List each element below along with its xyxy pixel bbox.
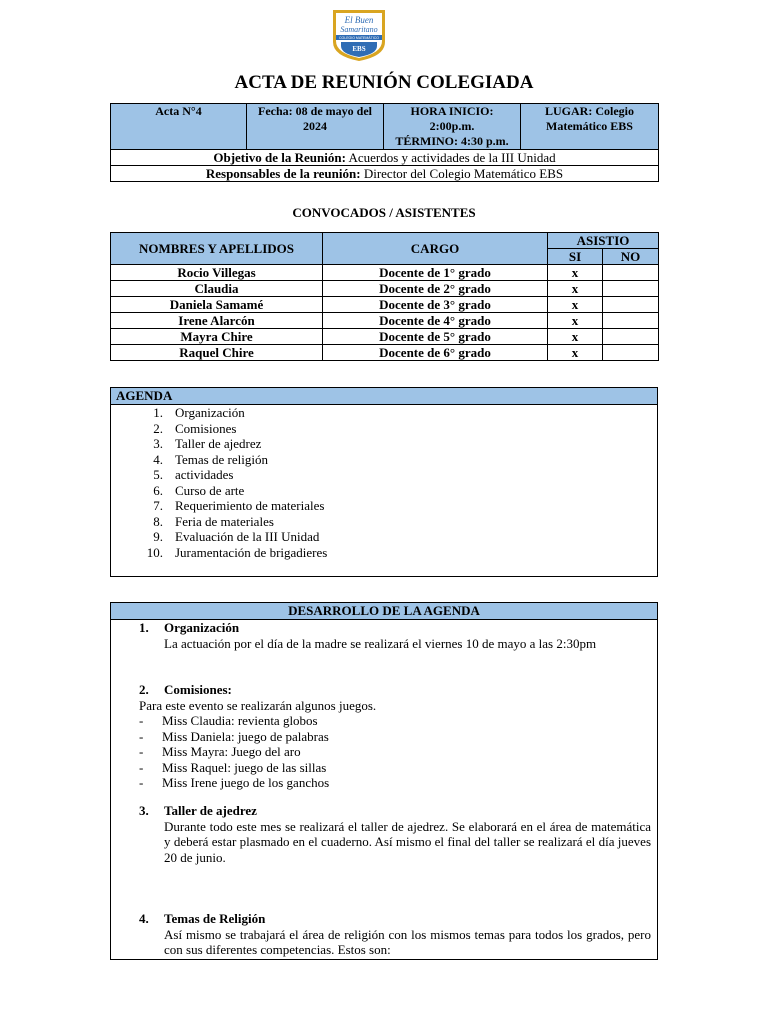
item-number: 4. <box>139 911 149 926</box>
agenda-item-text: Taller de ajedrez <box>175 436 262 451</box>
attendee-name: Mayra Chire <box>111 329 323 345</box>
agenda-item-number: 5. <box>153 467 163 482</box>
attendee-name: Claudia <box>111 281 323 297</box>
agenda-item-text: Juramentación de brigadieres <box>175 544 328 560</box>
agenda-item-text: Temas de religión <box>175 451 268 467</box>
col-header-cargo: CARGO <box>323 233 548 265</box>
agenda-item <box>139 452 327 468</box>
attendee-name: Daniela Samamé <box>111 297 323 313</box>
attendees-table <box>110 232 659 361</box>
game-assignment-text: Miss Mayra: Juego del aro <box>162 744 301 759</box>
logo-line2: Samaritano <box>340 25 378 34</box>
attendee-row <box>111 313 659 329</box>
attendee-name: Irene Alarcón <box>111 313 323 329</box>
game-assignment-text: Miss Raquel: juego de las sillas <box>162 759 327 775</box>
attended-yes: x <box>548 329 603 345</box>
game-assignment-text: Miss Irene juego de los ganchos <box>162 775 330 790</box>
game-assignment <box>139 713 329 729</box>
agenda-item-text: Evaluación de la III Unidad <box>175 529 320 544</box>
agenda-item <box>139 436 327 452</box>
attendees-title: CONVOCADOS / ASISTENTES <box>292 205 476 220</box>
agenda-item <box>139 498 327 514</box>
meeting-date: Fecha: 08 de mayo del 2024 <box>247 104 384 150</box>
responsible-label: Responsables de la reunión: <box>205 166 361 181</box>
item-text: Durante todo este mes se realizará el taller de ajedrez. Se elaborará en el área de matemática y deberá estar plasmado en el cuaderno. Así mismo el final del taller se realizará el día jueves 20 de junio. <box>164 818 651 865</box>
item-text: Así mismo se trabajará el área de religión con los mismos temas para todos los grados, pero con sus diferentes competencias. Estos son: <box>164 926 651 957</box>
desarrollo-section <box>110 602 658 960</box>
games-list <box>139 713 329 791</box>
attended-no <box>603 281 659 297</box>
agenda-item <box>139 467 327 483</box>
logo-initials: EBS <box>352 45 366 53</box>
agenda-item-text: Organización <box>175 405 245 420</box>
dash-marker: - <box>139 775 144 790</box>
agenda-item <box>139 421 327 437</box>
attended-no <box>603 329 659 345</box>
meeting-responsible <box>111 166 659 182</box>
col-header-no: NO <box>603 249 659 265</box>
meeting-objective <box>111 150 659 166</box>
agenda-item-number: 1. <box>153 405 163 420</box>
col-header-si: SI <box>548 249 603 265</box>
attendee-row <box>111 281 659 297</box>
desarrollo-title: DESARROLLO DE LA AGENDA <box>111 603 657 620</box>
item-heading: Organización <box>164 620 240 635</box>
agenda-item-number: 3. <box>153 436 163 451</box>
agenda-section <box>110 387 658 577</box>
game-assignment-text: Miss Claudia: revienta globos <box>162 713 318 728</box>
agenda-item-text: Requerimiento de materiales <box>175 498 325 513</box>
responsible-value: Director del Colegio Matemático EBS <box>360 166 564 181</box>
agenda-item-number: 8. <box>153 513 163 529</box>
attendee-cargo: Docente de 6° grado <box>323 345 548 361</box>
attendee-name: Rocio Villegas <box>111 265 323 281</box>
attendee-row <box>111 297 659 313</box>
agenda-item-number: 2. <box>153 420 163 436</box>
agenda-item-number: 7. <box>153 498 163 513</box>
agenda-item-number: 10. <box>146 544 163 560</box>
agenda-item-text: Curso de arte <box>175 482 245 498</box>
attendee-cargo: Docente de 1° grado <box>323 265 548 281</box>
item-heading: Taller de ajedrez <box>164 803 257 818</box>
agenda-item <box>139 405 327 421</box>
item-heading: Comisiones: <box>164 682 232 697</box>
item-number: 2. <box>139 682 149 697</box>
dash-marker: - <box>139 713 144 728</box>
acta-number: Acta N°4 <box>111 104 247 150</box>
dash-marker: - <box>139 759 144 775</box>
meeting-place: LUGAR: Colegio Matemático EBS <box>521 104 659 150</box>
agenda-item <box>139 529 327 545</box>
page-title: ACTA DE REUNIÓN COLEGIADA <box>234 72 534 93</box>
col-header-name: NOMBRES Y APELLIDOS <box>111 233 323 265</box>
attended-yes: x <box>548 313 603 329</box>
item-heading: Temas de Religión <box>164 911 266 926</box>
attended-no <box>603 345 659 361</box>
end-time: TÉRMINO: 4:30 p.m. <box>395 134 509 148</box>
attended-yes: x <box>548 265 603 281</box>
logo-line1: El Buen <box>344 15 374 25</box>
school-logo <box>331 8 387 62</box>
attendee-row <box>111 345 659 361</box>
game-assignment <box>139 760 329 776</box>
attendee-cargo: Docente de 2° grado <box>323 281 548 297</box>
agenda-item-number: 6. <box>153 482 163 498</box>
item-text: La actuación por el día de la madre se realizará el viernes 10 de mayo a las 2:30pm <box>164 635 597 651</box>
game-assignment-text: Miss Daniela: juego de palabras <box>162 728 329 744</box>
agenda-item <box>139 483 327 499</box>
attended-yes: x <box>548 281 603 297</box>
logo-ribbon: COLEGIO MATEMÁTICO <box>339 36 379 40</box>
game-assignment <box>139 729 329 745</box>
game-assignment <box>139 744 329 760</box>
attendee-name: Raquel Chire <box>111 345 323 361</box>
agenda-item-text: actividades <box>175 467 234 482</box>
objective-label: Objetivo de la Reunión: <box>213 150 346 165</box>
meeting-time <box>384 104 521 150</box>
attendee-row <box>111 329 659 345</box>
attended-no <box>603 265 659 281</box>
agenda-item <box>139 545 327 561</box>
agenda-item-text: Feria de materiales <box>175 513 274 529</box>
start-time: HORA INICIO: 2:00p.m. <box>410 104 494 133</box>
agenda-item <box>139 514 327 530</box>
agenda-item-number: 9. <box>153 529 163 544</box>
agenda-item-text: Comisiones <box>175 420 237 436</box>
item-text: Para este evento se realizarán algunos juegos. <box>139 697 377 713</box>
dash-marker: - <box>139 744 144 759</box>
game-assignment <box>139 775 329 791</box>
item-number: 1. <box>139 620 149 635</box>
attended-no <box>603 313 659 329</box>
item-number: 3. <box>139 803 149 818</box>
agenda-title: AGENDA <box>111 388 657 405</box>
attendee-row <box>111 265 659 281</box>
attended-yes: x <box>548 345 603 361</box>
attended-yes: x <box>548 297 603 313</box>
col-header-asistio: ASISTIO <box>548 233 659 249</box>
agenda-item-number: 4. <box>153 451 163 467</box>
dash-marker: - <box>139 728 144 744</box>
meeting-header-table <box>110 103 659 182</box>
attended-no <box>603 297 659 313</box>
attendee-cargo: Docente de 4° grado <box>323 313 548 329</box>
attendee-cargo: Docente de 3° grado <box>323 297 548 313</box>
agenda-list <box>139 405 327 560</box>
objective-value: Acuerdos y actividades de la III Unidad <box>345 150 556 165</box>
attendee-cargo: Docente de 5° grado <box>323 329 548 345</box>
